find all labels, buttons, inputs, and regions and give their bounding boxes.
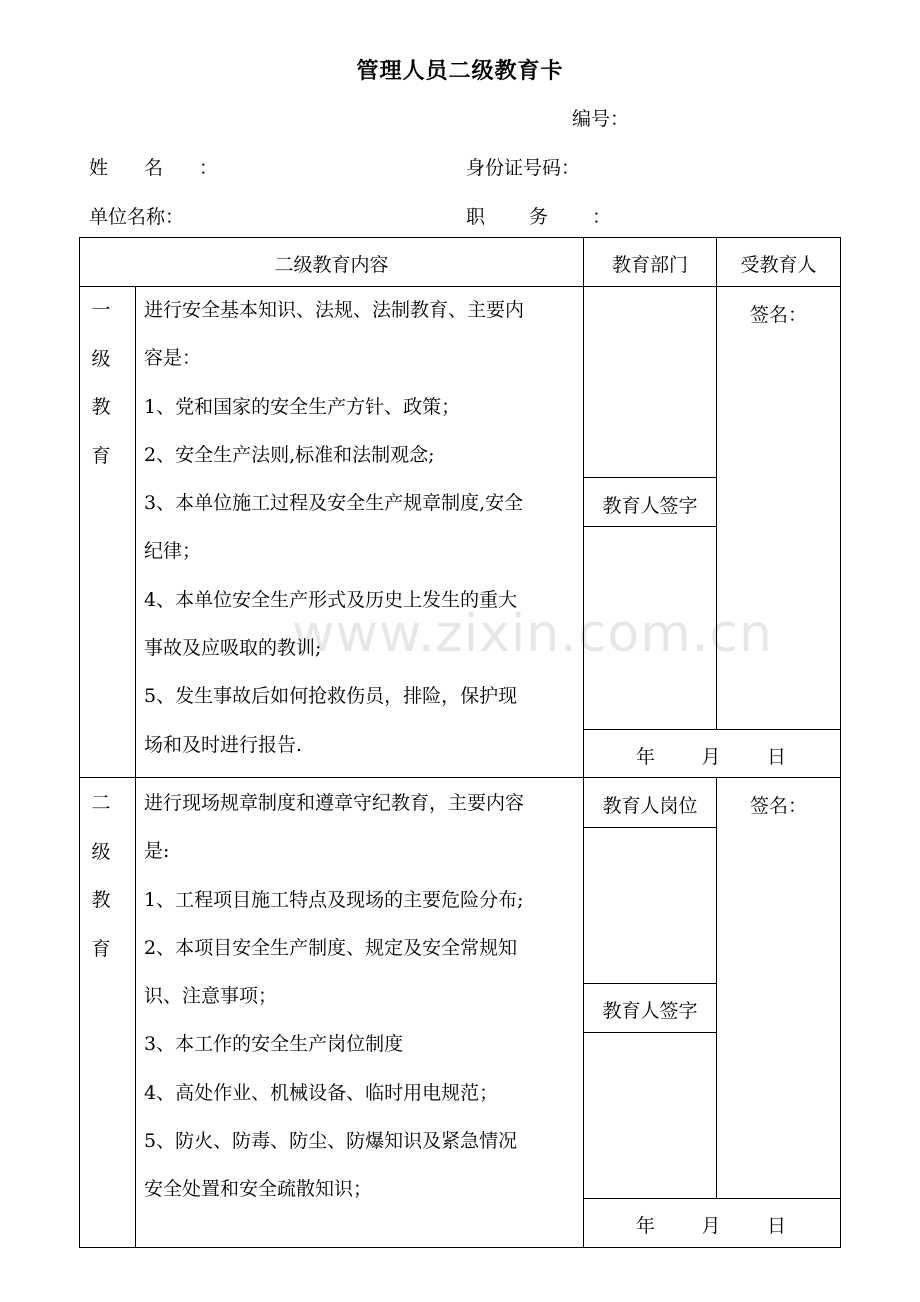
- content-line: 2、本项目安全生产制度、规定及安全常规知: [144, 936, 518, 959]
- date-day: 日: [766, 1215, 786, 1237]
- page-title: 管理人员二级教育卡: [356, 58, 564, 84]
- section1-label: [86, 286, 116, 480]
- content-line: 安全处置和安全疏散知识；: [144, 1178, 373, 1201]
- section1-date: [636, 742, 786, 769]
- content-line: 1、党和国家的安全生产方针、政策；: [144, 395, 461, 418]
- content-line: 3、本工作的安全生产岗位制度: [144, 1033, 404, 1056]
- dept-column-line-2: [716, 777, 717, 1198]
- section2-educator-post-label: 教育人岗位: [602, 795, 698, 817]
- content-line: 5、防火、防毒、防尘、防爆知识及紧急情况: [144, 1130, 518, 1153]
- section2-content: [144, 779, 524, 1214]
- content-line: 事故及应吸取的教训;: [144, 637, 322, 660]
- number-label: 编号：: [572, 108, 630, 130]
- date-divider-1: [583, 729, 841, 730]
- content-column-line: [583, 237, 584, 1248]
- unit-name-label: 单位名称：: [89, 206, 185, 228]
- section1-label-char: 一: [91, 299, 111, 321]
- content-line: 进行安全基本知识、法规、法制教育、主要内: [144, 299, 525, 321]
- dept-divider-1b: [583, 526, 717, 527]
- date-divider-2: [583, 1198, 841, 1199]
- section-divider: [79, 777, 841, 778]
- dept-divider-2a: [583, 827, 717, 828]
- section1-label-char: 育: [91, 444, 111, 467]
- content-line: 是:: [144, 840, 170, 863]
- content-line: 2、安全生产法则,标准和法制观念;: [144, 443, 435, 466]
- position-label-text: 职务：: [466, 206, 656, 228]
- watermark: www.zixin.com.cn: [292, 604, 773, 664]
- date-year: 年: [636, 1215, 656, 1237]
- content-line: 识、注意事项；: [144, 985, 278, 1008]
- content-line: 5、发生事故后如何抢救伤员，排险，保护现: [144, 685, 518, 708]
- date-month: 月: [701, 1215, 721, 1237]
- content-line: 纪律；: [144, 540, 202, 563]
- content-line: 3、本单位施工过程及安全生产规章制度,安全: [144, 492, 524, 515]
- content-line: 进行现场规章制度和遵章守纪教育，主要内容: [144, 792, 525, 814]
- section1-content: [144, 286, 524, 769]
- section1-educator-signature-label: 教育人签字: [602, 495, 698, 517]
- section2-trainee-signature-label: 签名：: [749, 795, 807, 817]
- label-column-line: [135, 286, 136, 1248]
- section2-date: [636, 1211, 786, 1238]
- content-line: 1、工程项目施工特点及现场的主要危险分布;: [144, 888, 524, 911]
- section1-label-char: 教: [91, 396, 111, 418]
- date-year: 年: [636, 746, 656, 768]
- section2-label-char: 教: [91, 889, 111, 911]
- name-label-text: 姓名：: [89, 157, 255, 179]
- dept-divider-1a: [583, 477, 717, 478]
- content-line: 容是：: [144, 347, 202, 370]
- section2-label-char: 二: [91, 792, 111, 814]
- content-line: 4、高处作业、机械设备、临时用电规范；: [144, 1081, 499, 1104]
- section2-label-char: 级: [91, 840, 111, 863]
- dept-divider-2b: [583, 983, 717, 984]
- section1-trainee-signature-label: 签名：: [749, 304, 807, 326]
- col-trainee-header: 受教育人: [740, 254, 817, 276]
- section2-label-char: 育: [91, 937, 111, 960]
- date-day: 日: [766, 746, 786, 768]
- name-label: [89, 153, 255, 180]
- col-content-header: 二级教育内容: [274, 254, 389, 276]
- section2-educator-signature-label: 教育人签字: [602, 1000, 698, 1022]
- id-number-label: 身份证号码：: [466, 157, 581, 179]
- content-line: 4、本单位安全生产形式及历史上发生的重大: [144, 588, 518, 611]
- position-label: [466, 202, 655, 229]
- section2-label: [86, 779, 116, 973]
- section1-label-char: 级: [91, 347, 111, 370]
- date-month: 月: [701, 746, 721, 768]
- col-dept-header: 教育部门: [611, 254, 688, 276]
- dept-divider-2c: [583, 1032, 717, 1033]
- content-line: 场和及时进行报告.: [144, 733, 303, 756]
